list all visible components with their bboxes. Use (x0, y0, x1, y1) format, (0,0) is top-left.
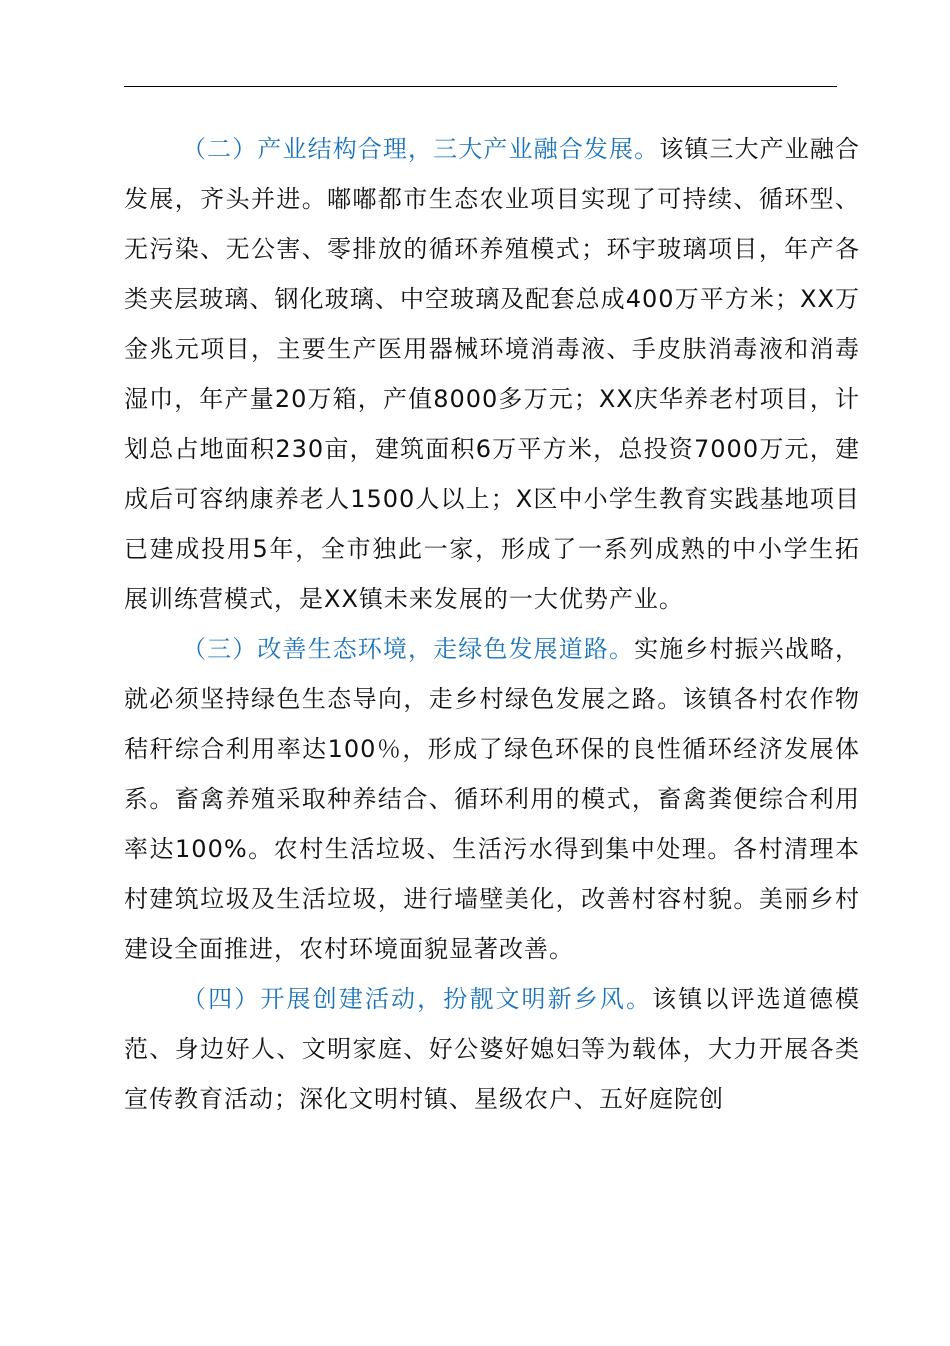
paragraph-ecology (124, 624, 860, 974)
section-heading-3: （三）改善生态环境，走绿色发展道路。 (182, 635, 635, 663)
paragraph-body-3: 实施乡村振兴战略，就必须坚持绿色生态导向，走乡村绿色发展之路。该镇各村农作物秸秆综合利用率达100％，形成了绿色环保的良性循环经济发展体系。畜禽养殖采取种养结合、循环利用的模式，畜禽粪便综合利用率达100%。农村生活垃圾、生活污水得到集中处理。各村清理本村建筑垃圾及生活垃圾，进行墙壁美化，改善村容村貌。美丽乡村建设全面推进，农村环境面貌显著改善。 (124, 635, 861, 963)
paragraph-body-4: 该镇以评选道德模范、身边好人、文明家庭、好公婆好媳妇等为载体，大力开展各类宣传教育活动；深化文明村镇、星级农户、五好庭院创 (124, 985, 861, 1113)
paragraph-civilization (124, 974, 860, 1124)
section-heading-4: （四）开展创建活动，扮靓文明新乡风。 (182, 985, 653, 1013)
body-text (124, 124, 860, 1124)
header-rule (124, 86, 837, 87)
paragraph-body-2: 该镇三大产业融合发展，齐头并进。嘟嘟都市生态农业项目实现了可持续、循环型、无污染、无公害、零排放的循环养殖模式；环宇玻璃项目，年产各类夹层玻璃、钢化玻璃、中空玻璃及配套总成400万平方米；XX万金兆元项目，主要生产医用器械环境消毒液、手皮肤消毒液和消毒湿巾，年产量20万箱，产值8000多万元；XX庆华养老村项目，计划总占地面积230亩，建筑面积6万平方米，总投资7000万元，建成后可容纳康养老人1500人以上；X区中小学生教育实践基地项目已建成投用5年，全市独此一家，形成了一系列成熟的中小学生拓展训练营模式，是XX镇未来发展的一大优势产业。 (124, 135, 861, 613)
paragraph-industry-structure (124, 124, 860, 624)
section-heading-2: （二）产业结构合理，三大产业融合发展。 (182, 135, 660, 163)
